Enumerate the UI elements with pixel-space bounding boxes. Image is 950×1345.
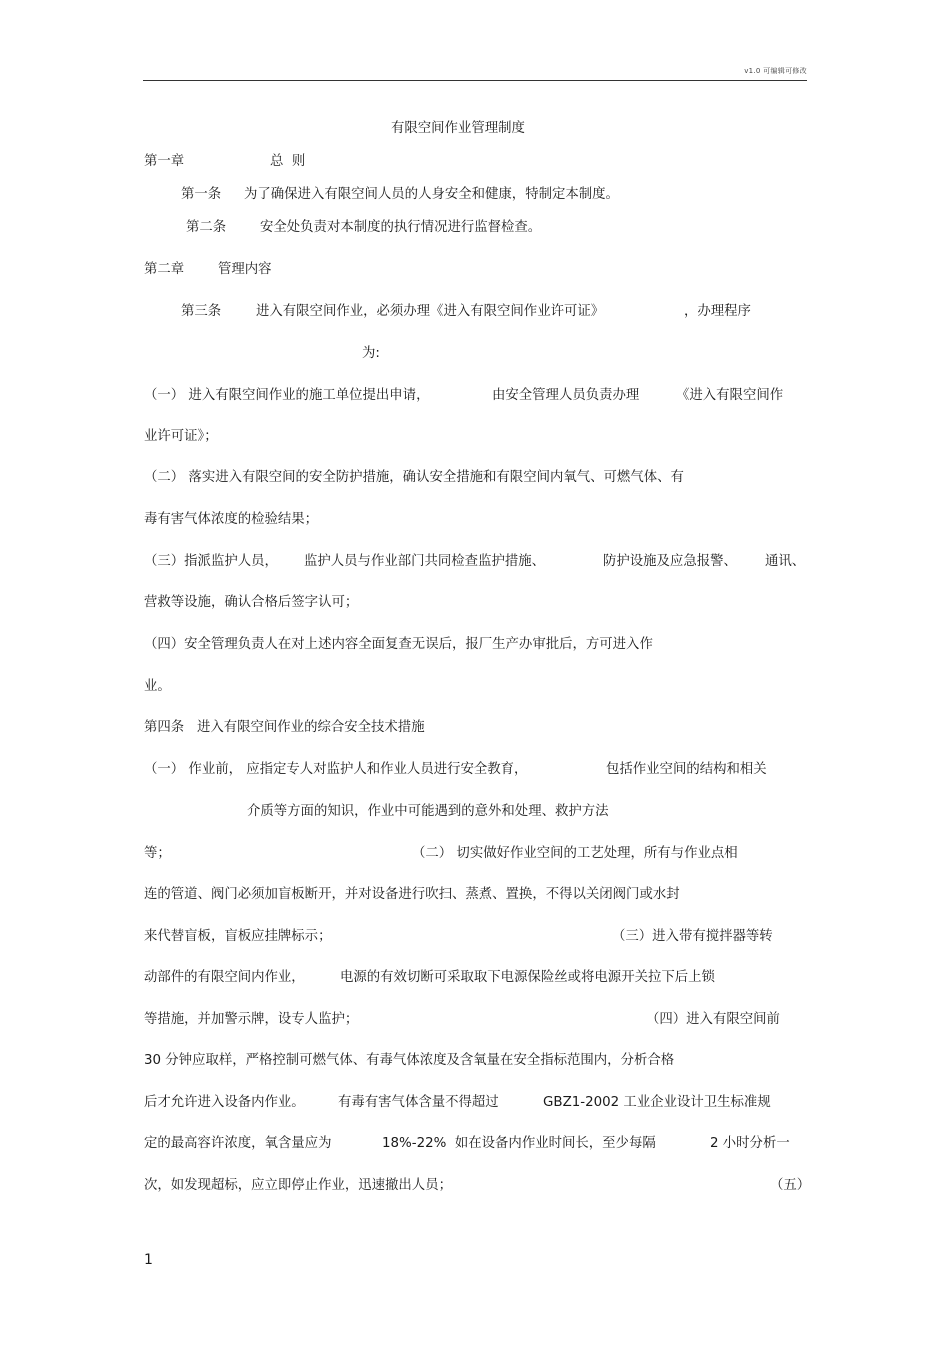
article4-line3-a: 等； (144, 846, 171, 861)
article3-text-b: ，办理程序 (684, 304, 751, 319)
article4-line3-b: （二） 切实做好作业空间的工艺处理，所有与作业点相 (412, 846, 738, 861)
item1-part4: 业许可证》； (144, 429, 218, 444)
item2-part1: （二） 落实进入有限空间的安全防护措施，确认安全措施和有限空间内氧气、可燃气体、有 (144, 470, 684, 485)
article4-line9-b: 有毒有害气体含量不得超过 (338, 1095, 499, 1110)
page-number: 1 (144, 1252, 153, 1268)
article4-line2: 介质等方面的知识，作业中可能遇到的意外和处理、救护方法 (247, 804, 609, 819)
item4-part1: （四）安全管理负责人在对上述内容全面复查无误后，报厂生产办审批后，方可进入作 (144, 637, 653, 652)
article4-line8: 30 分钟应取样，严格控制可燃气体、有毒气体浓度及含氧量在安全指标范围内，分析合格 (144, 1053, 675, 1068)
article4-line1-b: 包括作业空间的结构和相关 (606, 762, 767, 777)
chapter1-name: 总 则 (270, 154, 306, 169)
item3-part1: （三）指派监护人员， (144, 554, 278, 569)
article4-line4: 连的管道、阀门必须加盲板断开，并对设备进行吹扫、蒸煮、置换，不得以关闭阀门或水封 (144, 887, 680, 902)
article4-line6-a: 动部件的有限空间内作业， (144, 970, 305, 985)
chapter2-name: 管理内容 (218, 262, 272, 277)
item1-part1: （一） 进入有限空间作业的施工单位提出申请， (144, 388, 430, 403)
article1-text: 为了确保进入有限空间人员的人身安全和健康，特制定本制度。 (244, 187, 619, 202)
article4-line5-b: （三）进入带有搅拌器等转 (612, 929, 773, 944)
chapter2-label: 第二章 (144, 262, 185, 277)
article3-label: 第三条 (181, 304, 222, 319)
item1-part2: 由安全管理人员负责办理 (492, 388, 640, 403)
article3-text-c: 为: (362, 346, 380, 361)
item2-part2: 毒有害气体浓度的检验结果； (144, 512, 319, 527)
item3-part4: 通讯、 (765, 554, 806, 569)
article1-label: 第一条 (181, 187, 222, 202)
document-title: 有限空间作业管理制度 (391, 121, 525, 136)
item3-part3: 防护设施及应急报警、 (603, 554, 737, 569)
article4-line9-a: 后才允许进入设备内作业。 (144, 1095, 305, 1110)
header-rule (143, 80, 807, 81)
item3-part5: 营救等设施，确认合格后签字认可； (144, 595, 359, 610)
article4-line11-a: 次，如发现超标，应立即停止作业，迅速撤出人员； (144, 1178, 452, 1193)
article4-line6-b: 电源的有效切断可采取取下电源保险丝或将电源开关拉下后上锁 (340, 970, 715, 985)
article4-line10-c: 2 小时分析一 (710, 1136, 790, 1151)
item1-part3: 《进入有限空间作 (676, 388, 784, 403)
article4-line10-a: 定的最高容许浓度，氧含量应为 (144, 1136, 332, 1151)
item4-part2: 业。 (144, 679, 171, 694)
article3-text-a: 进入有限空间作业，必须办理《进入有限空间作业许可证》 (256, 304, 605, 319)
item3-part2: 监护人员与作业部门共同检查监护措施、 (304, 554, 546, 569)
article4-line10-b: 18%-22% 如在设备内作业时间长，至少每隔 (382, 1136, 656, 1151)
article4-line7-a: 等措施，并加警示牌，设专人监护； (144, 1012, 359, 1027)
article2-text: 安全处负责对本制度的执行情况进行监督检查。 (260, 220, 542, 235)
header-version-note: v1.0 可编辑可修改 (744, 67, 807, 75)
chapter1-label: 第一章 (144, 154, 185, 169)
article4-line7-b: （四）进入有限空间前 (646, 1012, 780, 1027)
article4-line5-a: 来代替盲板，盲板应挂牌标示； (144, 929, 332, 944)
article4-heading: 第四条 进入有限空间作业的综合安全技术措施 (144, 720, 425, 735)
article4-line1-a: （一） 作业前， 应指定专人对监护人和作业人员进行安全教育， (144, 762, 528, 777)
article4-line11-b: （五） (770, 1178, 811, 1193)
article4-line9-c: GBZ1-2002 工业企业设计卫生标准规 (543, 1095, 771, 1110)
article2-label: 第二条 (186, 220, 227, 235)
